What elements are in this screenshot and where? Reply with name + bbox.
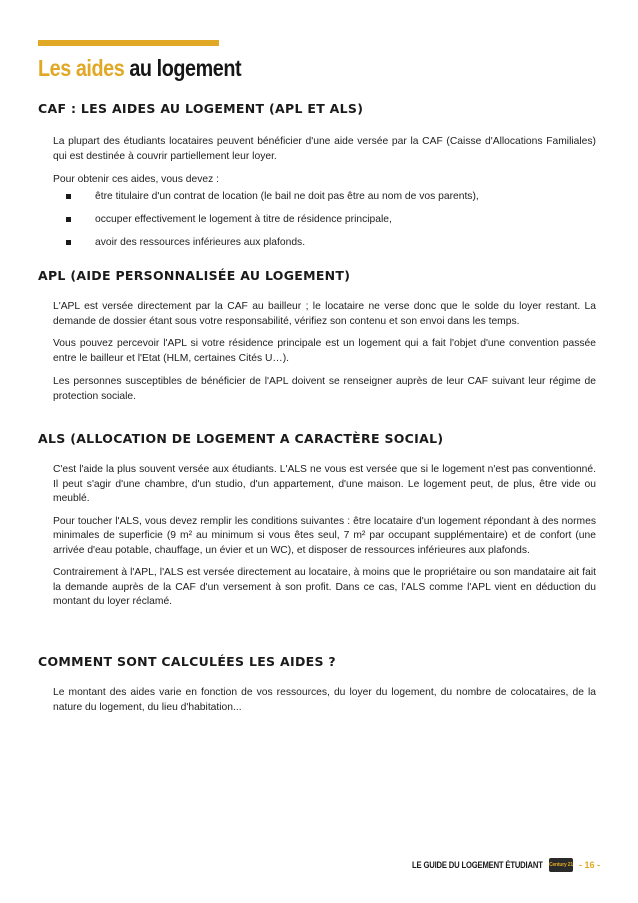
section-heading: APL (AIDE PERSONNALISÉE AU LOGEMENT) [38, 268, 351, 283]
page-number: - 16 - [578, 860, 600, 870]
paragraph: L'APL est versée directement par la CAF au bailleur ; le locataire ne verse donc que le solde du loyer restant. La demande de dossier étant sous votre responsabilité, vérifiez son contenu et son envoi dans les temps. [53, 301, 596, 327]
section-caf [38, 101, 604, 259]
list-item: être titulaire d'un contrat de location (le bail ne doit pas être au nom de vos parents), [63, 190, 604, 204]
paragraph: Pour toucher l'ALS, vous devez remplir les conditions suivantes : être locataire d'un logement répondant à des normes minimales de superficie (9 m² au minimum si vous êtes seul, 7 m² par occupant supplémentaire) et de confort (une arrivée d'eau potable, chauffage, un évier et un WC), et disposer de ressources inférieures aux plafonds. [53, 515, 596, 556]
paragraph: Vous pouvez percevoir l'APL si votre résidence principale est un logement qui a fait l'objet d'une convention passée entre le bailleur et l'Etat (HLM, certaines Cités U…). [53, 338, 596, 364]
title-accent-bar [38, 40, 219, 46]
page-title-rest: au logement [129, 55, 242, 81]
logo-text: Century 21 [549, 862, 573, 868]
page-footer [389, 856, 600, 874]
section-apl [38, 268, 604, 404]
century21-logo [549, 858, 573, 872]
section-heading: COMMENT SONT CALCULÉES LES AIDES ? [38, 654, 336, 669]
section-heading: CAF : LES AIDES AU LOGEMENT (APL ET ALS) [38, 101, 364, 116]
paragraph: C'est l'aide la plus souvent versée aux étudiants. L'ALS ne vous est versée que si le logement n'est pas conventionné. Il peut s'agir d'une chambre, d'un studio, d'un appartement, d'une maison. Le logement peut, de plus, être vide ou meublé. [53, 464, 596, 504]
page-title [38, 54, 241, 82]
paragraph: Contrairement à l'APL, l'ALS est versée directement au locataire, à moins que le propriétaire ou son mandataire ait fait la demande auprès de la CAF d'un versement à son profit. Dans ce cas, l'ALS comme l'APL vient en déduction du montant du loyer réclamé. [53, 567, 596, 607]
paragraph: Les personnes susceptibles de bénéficier de l'APL doivent se renseigner auprès de leur CAF suivant leur régime de protection sociale. [53, 376, 596, 402]
paragraph: La plupart des étudiants locataires peuvent bénéficier d'une aide versée par la CAF (Caisse d'Allocations Familiales) qui est destinée à couvrir partiellement leur loyer. [53, 136, 596, 162]
paragraph: Le montant des aides varie en fonction de vos ressources, du loyer du logement, du nombre de colocataires, de la nature du logement, du lieu d'habitation... [53, 687, 596, 713]
section-als [38, 431, 604, 610]
footer-guide-title: LE GUIDE DU LOGEMENT ÉTUDIANT [412, 860, 543, 870]
paragraph: Pour obtenir ces aides, vous devez : [53, 174, 219, 185]
conditions-list [38, 190, 604, 250]
page-title-accent: Les aides [38, 55, 125, 81]
section-heading: ALS (ALLOCATION DE LOGEMENT A CARACTÈRE SOCIAL) [38, 431, 444, 446]
section-calcul [38, 654, 604, 715]
list-item: avoir des ressources inférieures aux plafonds. [63, 236, 604, 250]
list-item: occuper effectivement le logement à titre de résidence principale, [63, 213, 604, 227]
